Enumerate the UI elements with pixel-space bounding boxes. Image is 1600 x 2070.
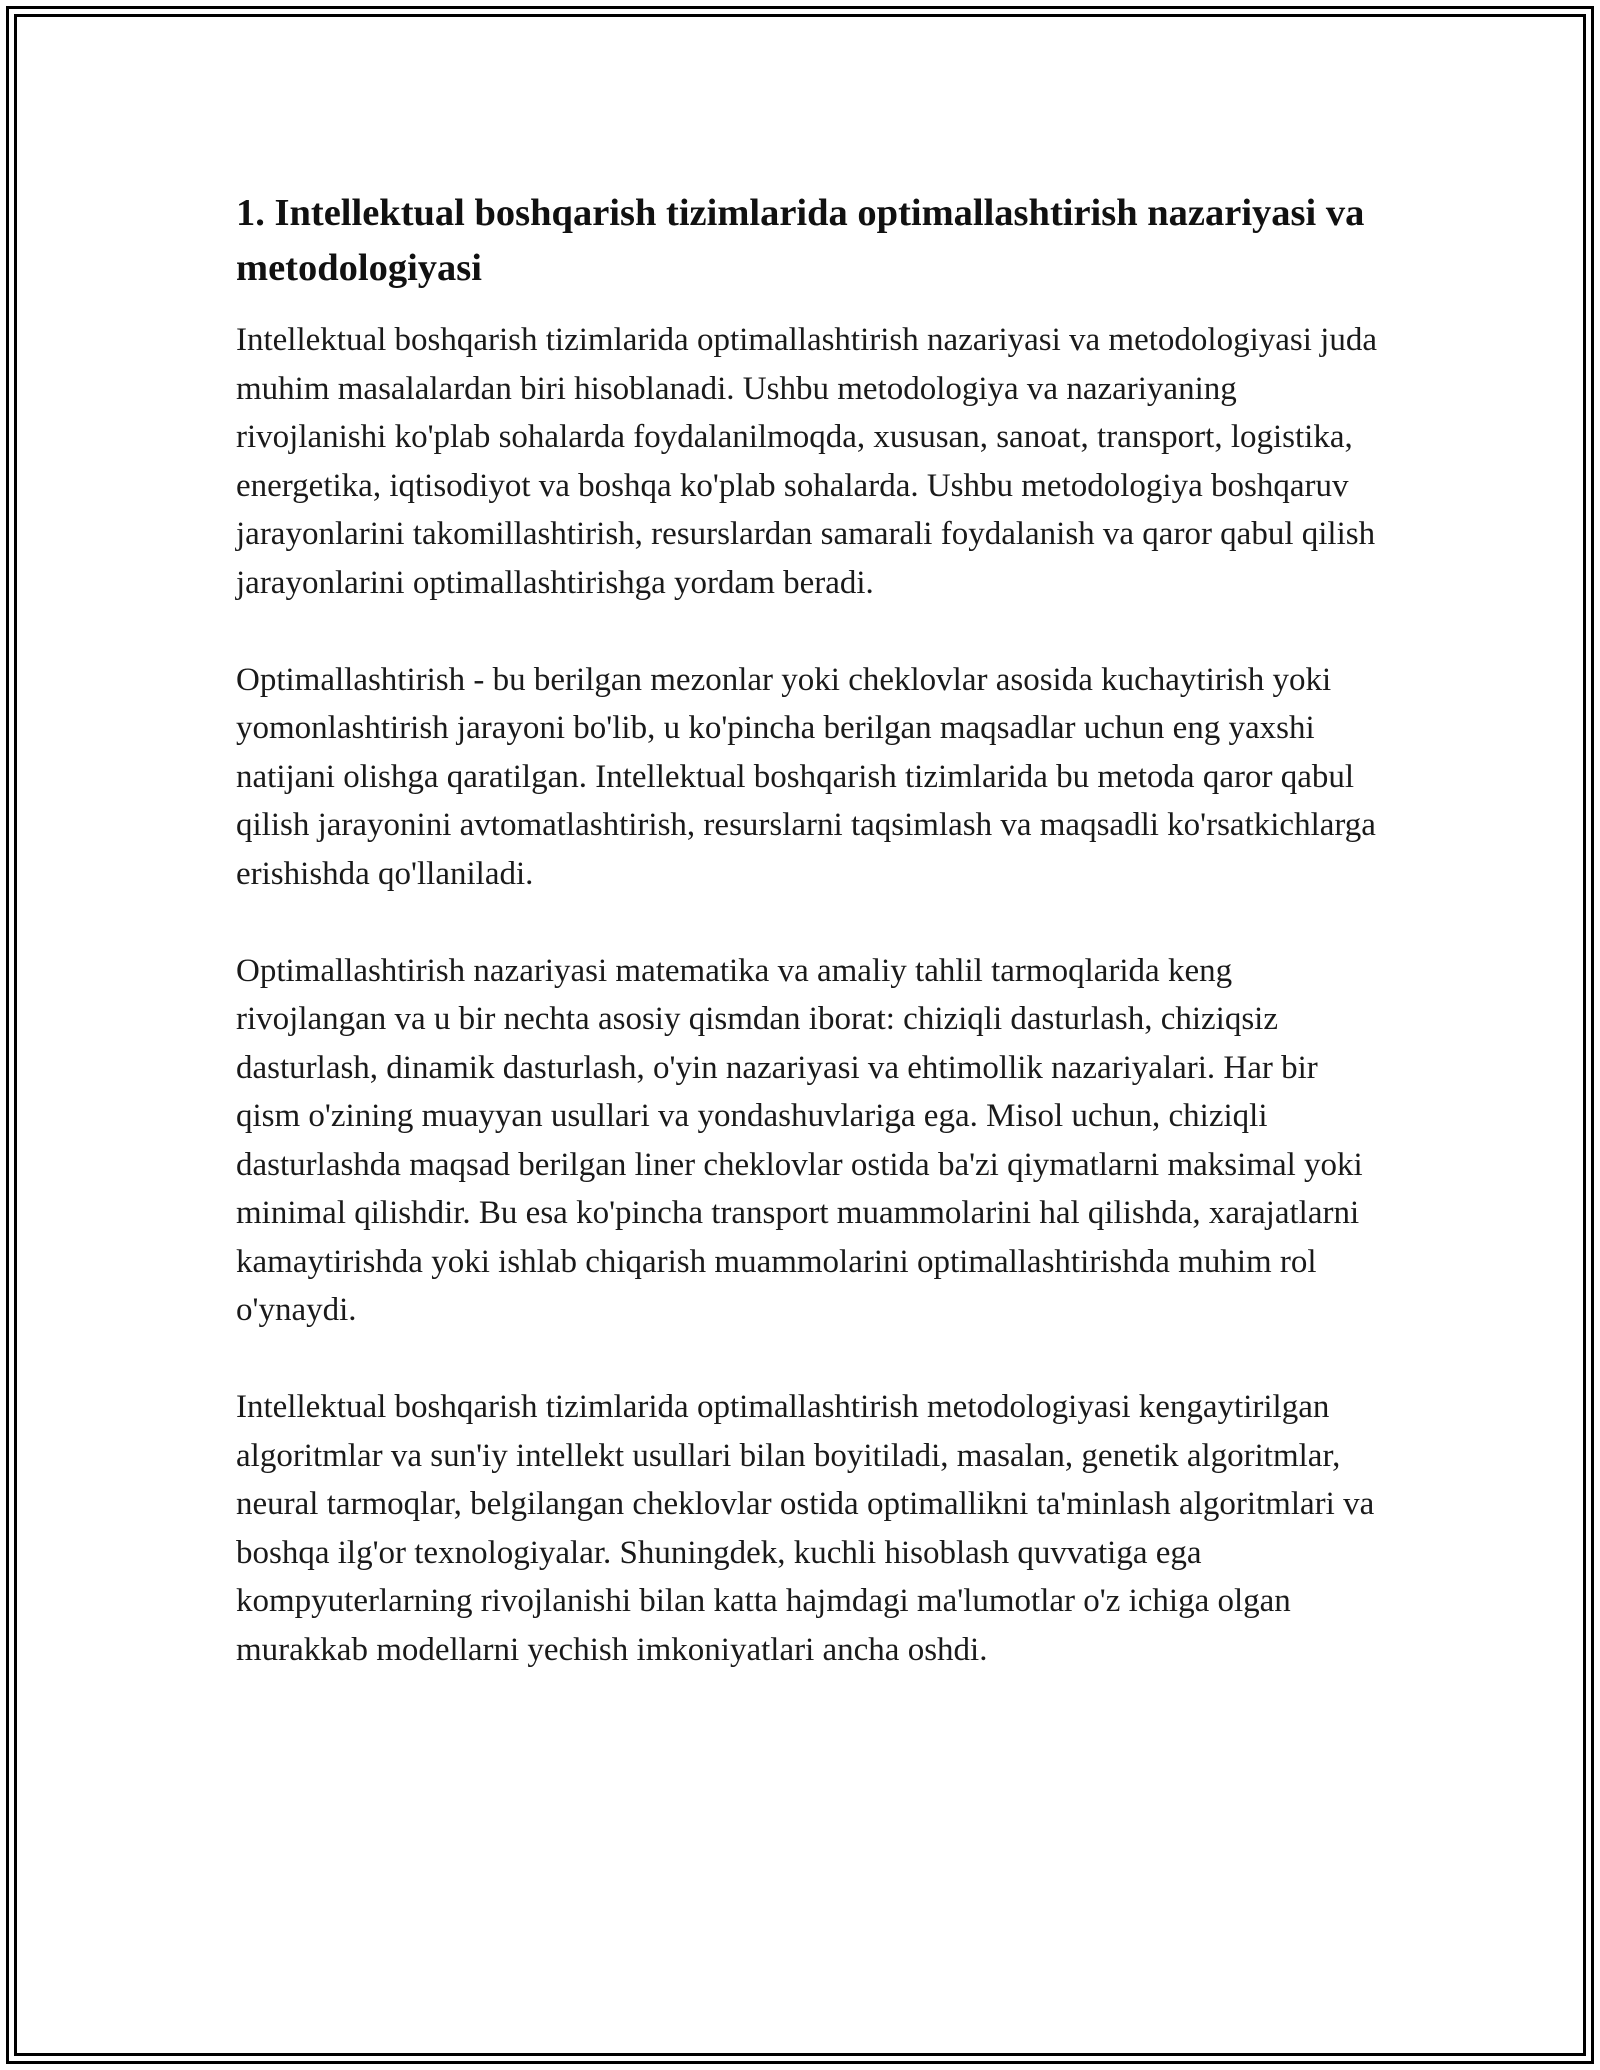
section-heading: 1. Intellektual boshqarish tizimlarida optimallashtirish nazariyasi va metodologiyasi (236, 192, 1365, 289)
paragraph-methodology-ai: Intellektual boshqarish tizimlarida optimallashtirish metodologiyasi kengaytirilgan algoritmlar va sun'iy intellekt usullari bilan boyitiladi, masalan, genetik algoritmlar, neural tarmoqlar, belgilangan cheklovlar ostida optimallikni ta'minlash algoritmlari va boshqa ilg'or texnologiyalar. Shuningdek, kuchli hisoblash quvvatiga ega kompyuterlarning rivojlanishi bilan katta hajmdagi ma'lumotlar o'z ichiga olgan murakkab modellarni yechish imkoniyatlari ancha oshdi. (236, 1389, 1375, 1668)
document-body (236, 186, 1386, 1674)
paragraph-optimization-definition: Optimallashtirish - bu berilgan mezonlar yoki cheklovlar asosida kuchaytirish yoki yomonlashtirish jarayoni bo'lib, u ko'pincha berilgan maqsadlar uchun eng yaxshi natijani olishga qaratilgan. Intellektual boshqarish tizimlarida bu metoda qaror qabul qilish jarayonini avtomatlashtirish, resurslarni taqsimlash va maqsadli ko'rsatkichlarga erishishda qo'llaniladi. (236, 661, 1376, 892)
paragraph-intro: Intellektual boshqarish tizimlarida optimallashtirish nazariyasi va metodologiyasi juda muhim masalalardan biri hisoblanadi. Ushbu metodologiya va nazariyaning rivojlanishi ko'plab sohalarda foydalanilmoqda, xususan, sanoat, transport, logistika, energetika, iqtisodiyot va boshqa ko'plab sohalarda. Ushbu metodologiya boshqaruv jarayonlarini takomillashtirish, resurslardan samarali foydalanish va qaror qabul qilish jarayonlarini optimallashtirishga yordam beradi. (236, 322, 1377, 601)
paragraph-optimization-theory: Optimallashtirish nazariyasi matematika va amaliy tahlil tarmoqlarida keng rivojlangan va u bir nechta asosiy qismdan iborat: chiziqli dasturlash, chiziqsiz dasturlash, dinamik dasturlash, o'yin nazariyasi va ehtimollik nazariyalari. Har bir qism o'zining muayyan usullari va yondashuvlariga ega. Misol uchun, chiziqli dasturlashda maqsad berilgan liner cheklovlar ostida ba'zi qiymatlarni maksimal yoki minimal qilishdir. Bu esa ko'pincha transport muammolarini hal qilishda, xarajatlarni kamaytirishda yoki ishlab chiqarish muammolarini optimallashtirishda muhim rol o'ynaydi. (236, 952, 1363, 1328)
